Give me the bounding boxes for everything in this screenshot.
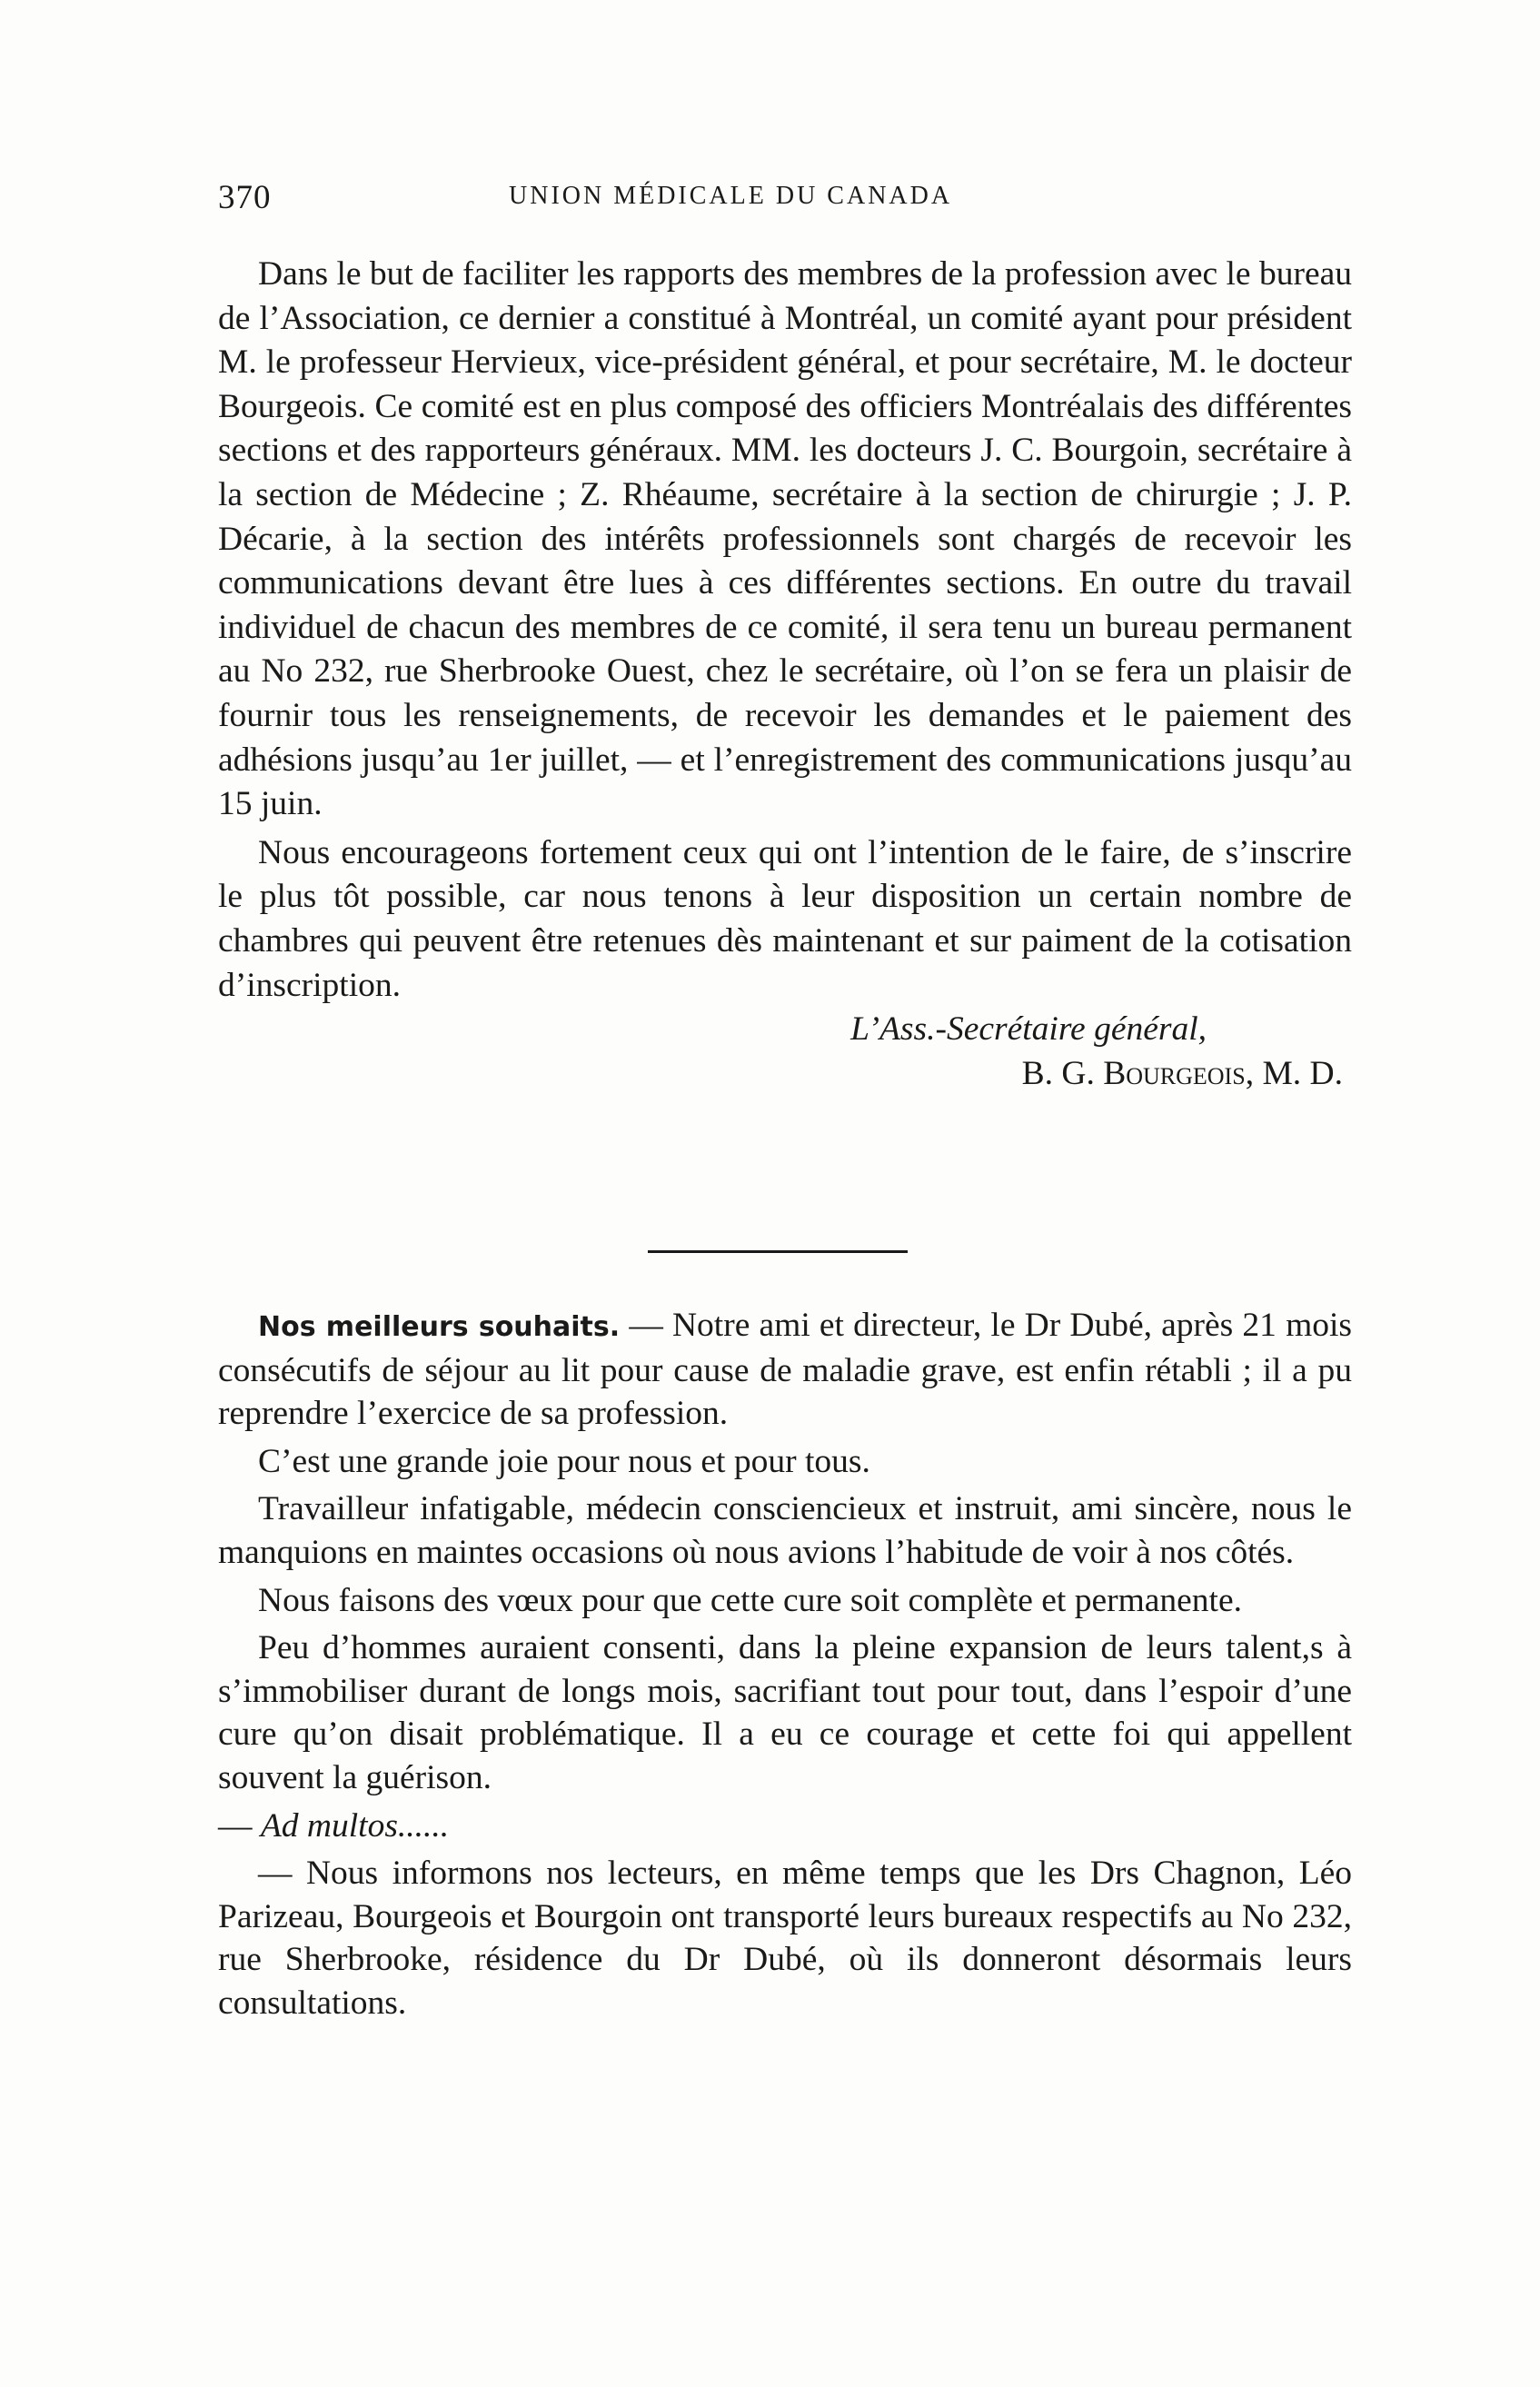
- wishes-paragraph-1-text: — Notre ami et directeur, le Dr Dubé, après 21 mois consécutifs de séjour au lit pour cause de maladie grave, est enfin rétabli ; il a pu reprendre l’exercice de sa profession.: [218, 1307, 1352, 1433]
- signature-initials: B. G.: [1021, 1054, 1104, 1092]
- notice-paragraph-2: Nous encourageons fortement ceux qui ont l’intention de le faire, de s’inscrire le plus tôt possible, car nous tenons à leur disposition un certain nombre de chambres qui peuvent être retenues dès maintenant et sur paiment de la cotisation d’inscription.: [218, 833, 1352, 1004]
- signature-title: L’Ass.-Secrétaire général,: [850, 1010, 1207, 1049]
- signature-suffix: , M. D.: [1245, 1054, 1343, 1092]
- wishes-section: [218, 1304, 1352, 2025]
- ad-multos-line: [218, 1805, 1352, 1848]
- ad-multos-text: Ad multos: [260, 1806, 398, 1845]
- ad-multos-dots: ......: [397, 1806, 450, 1845]
- signature-name: [218, 1052, 1352, 1097]
- association-notice: [218, 253, 1352, 1096]
- wishes-paragraph-5: Peu d’hommes auraient consenti, dans la pleine expansion de leurs talent,s à s’immobiliser durant de longs mois, sacrifiant tout pour tout, dans l’espoir d’une cure qu’on disait problématique. Il a eu ce courage et cette foi qui appellent souvent la guérison.: [218, 1629, 1352, 1796]
- section-lead-heading: Nos meilleurs souhaits.: [258, 1311, 621, 1343]
- wishes-paragraph-2: C’est une grande joie pour nous et pour tous.: [258, 1442, 870, 1480]
- notice-paragraph-1: Dans le but de faciliter les rapports des membres de la profession avec le bureau de l’Association, ce dernier a constitué à Montréal, un comité ayant pour président M. le professeur Hervieux, vice-président général, et pour secrétaire, M. le docteur Bourgeois. Ce comité est en plus composé des officiers Montréalais des différentes sections et des rapporteurs généraux. MM. les docteurs J. C. Bourgoin, secrétaire à la section de Médecine ; Z. Rhéaume, secrétaire à la section de chirurgie ; J. P. Décarie, à la section des intérêts professionnels sont chargés de recevoir les communications devant être lues à ces différentes sections. En outre du travail individuel de chacun des membres de ce comité, il sera tenu un bureau permanent au No 232, rue Sherbrooke Ouest, chez le secrétaire, où l’on se fera un plaisir de fournir tous les renseignements, de recevoir les demandes et le paiement des adhésions jusqu’au 1er juillet, — et l’enregistrement des communications jusqu’au 15 juin.: [218, 255, 1352, 823]
- wishes-paragraph-1: [218, 1304, 1352, 1436]
- wishes-paragraph-4: Nous faisons des vœux pour que cette cure soit complète et permanente.: [258, 1581, 1242, 1619]
- page-number: 370: [218, 179, 272, 216]
- signature-block: [218, 1008, 1352, 1096]
- page-header: [218, 178, 1349, 224]
- running-head: UNION MÉDICALE DU CANADA: [509, 182, 953, 210]
- signature-surname: Bourgeois: [1103, 1054, 1246, 1092]
- wishes-paragraph-7: — Nous informons nos lecteurs, en même temps que les Drs Chagnon, Léo Parizeau, Bourgeois et Bourgoin ont transporté leurs bureaux respectifs au No 232, rue Sherbrooke, résidence du Dr Dubé, où ils donneront désormais leurs consultations.: [218, 1855, 1352, 2022]
- wishes-paragraph-3: Travailleur infatigable, médecin consciencieux et instruit, ami sincère, nous le manquions en maintes occasions où nous avions l’habitude de voir à nos côtés.: [218, 1490, 1352, 1571]
- ad-multos-dash: —: [218, 1806, 261, 1845]
- section-divider: [648, 1250, 908, 1253]
